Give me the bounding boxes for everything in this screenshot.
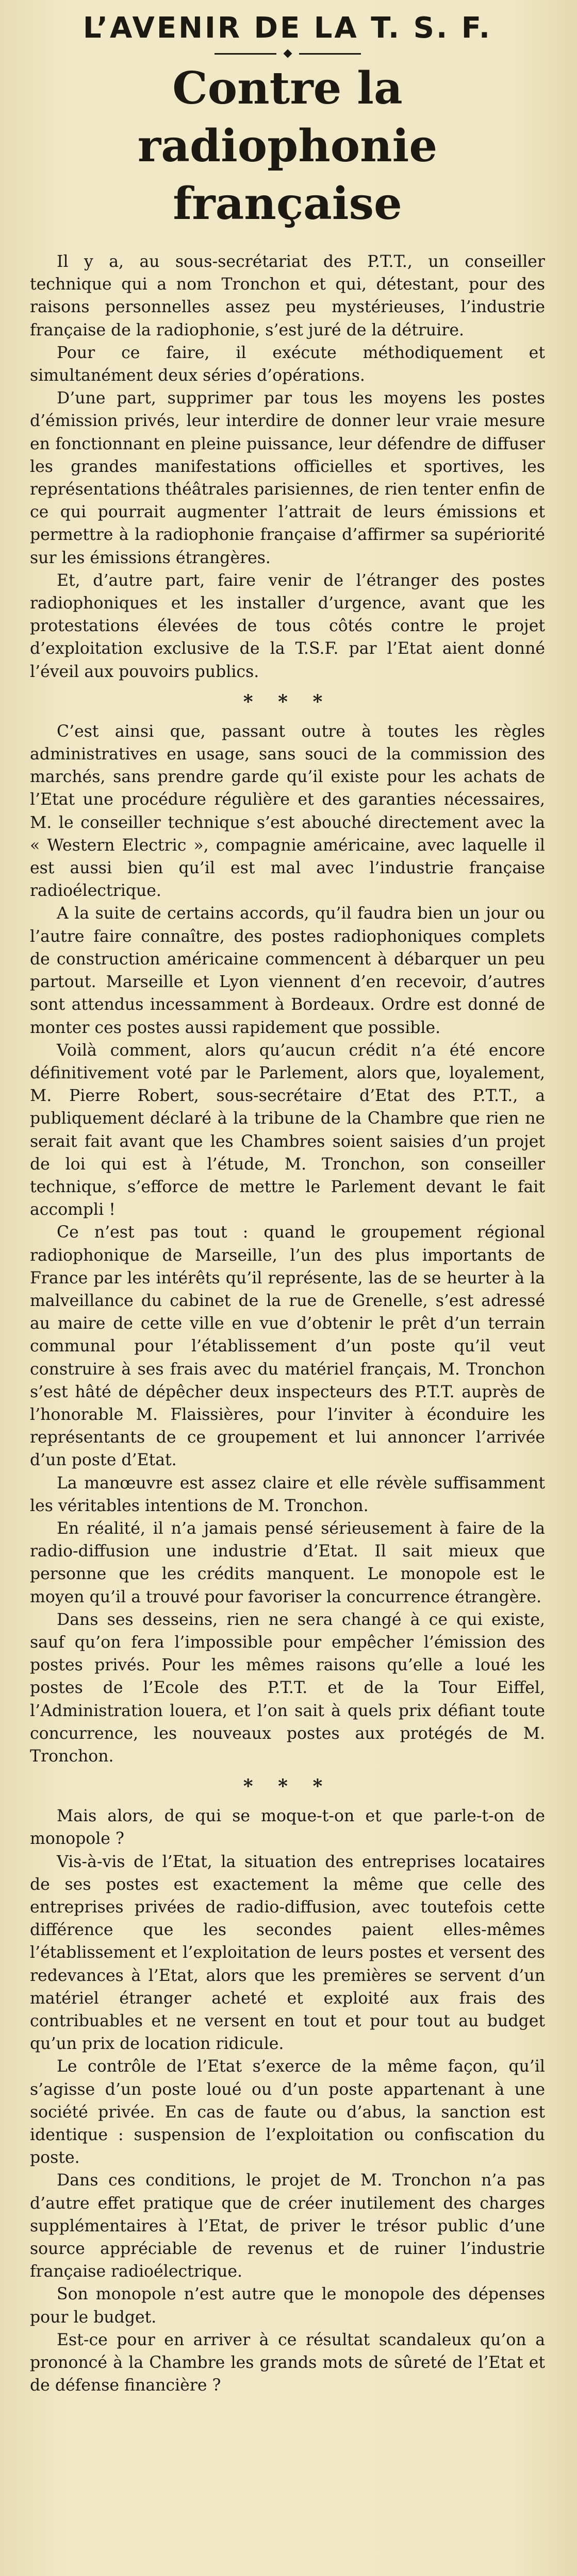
- paragraph: Le contrôle de l’Etat s’exerce de la même façon, qu’il s’agisse d’un poste loué ou d’un poste appartenant à une société privée. En cas de faute ou d’abus, la sanction est identique : suspension de l’exploitation ou confiscation du poste.: [30, 2057, 545, 2167]
- section-separator: * * *: [243, 1775, 332, 1798]
- article-body: [30, 250, 545, 2397]
- paragraph: Il y a, au sous-secrétariat des P.T.T., un conseiller technique qui a nom Tronchon et qui, détestant, pour des raisons personnelles assez peu mystérieuses, l’industrie française de la radiophonie, s’est juré de la détruire.: [30, 252, 545, 340]
- ornamental-rule: [30, 50, 545, 57]
- paragraph: D’une part, supprimer par tous les moyens les postes d’émission privés, leur interdire de donner leur vraie mesure en fonctionnant en pleine puissance, leur défendre de diffuser les grandes manifestations officielles et sportives, les représentations théâtrales parisiennes, de rien tenter enfin de ce qui pourrait augmenter l’attrait de leurs émissions et permettre à la radiophonie française d’affirmer sa supériorité sur les émissions étrangères.: [30, 389, 545, 567]
- rule-line-right: [299, 53, 361, 55]
- article-headline: [30, 60, 545, 233]
- headline-line-1: Contre la radiophonie: [137, 62, 438, 172]
- rule-ornament: [283, 49, 292, 58]
- paragraph: En réalité, il n’a jamais pensé sérieusement à faire de la radio-diffusion une industrie d’Etat. Il sait mieux que personne que les crédits manquent. Le monopole est le moyen qu’il a trouvé pour favoriser la concurrence étrangère.: [30, 1519, 545, 1606]
- paragraph: Ce n’est pas tout : quand le groupement régional radiophonique de Marseille, l’un des plus importants de France par les intérêts qu’il représente, las de se heurter à la malveillance du cabinet de la rue de Grenelle, s’est adressé au maire de cette ville en vue d’obtenir le prêt d’un terrain communal pour l’établissement d’un poste qu’il veut construire à ses frais avec du matériel français, M. Tronchon s’est hâté de dépêcher deux inspecteurs des P.T.T. auprès de l’honorable M. Flaissières, pour l’inviter à éconduire les représentants de ce groupement et lui annoncer l’arrivée d’un poste d’Etat.: [30, 1223, 545, 1470]
- section-rubric: L’AVENIR DE LA T. S. F.: [83, 11, 492, 45]
- paragraph: Dans ses desseins, rien ne sera changé à ce qui existe, sauf qu’on fera l’impossible pour empêcher l’émission des postes privés. Pour les mêmes raisons qu’elle a loué les postes de l’Ecole des P.T.T. et de la Tour Eiffel, l’Administration louera, et l’on sait à quels prix défiant toute concurrence, les nouveaux postes aux protégés de M. Tronchon.: [30, 1610, 545, 1766]
- paragraph: Pour ce faire, il exécute méthodiquement et simultanément deux séries d’opérations.: [30, 343, 545, 385]
- headline-line-2: française: [173, 178, 402, 230]
- paragraph: Et, d’autre part, faire venir de l’étranger des postes radiophoniques et les installer d’urgence, avant que les protestations élevées de tous côtés contre le projet d’exploitation exclusive de la T.S.F. par l’Etat aient donné l’éveil aux pouvoirs publics.: [30, 571, 545, 681]
- paragraph: Est-ce pour en arriver à ce résultat scandaleux qu’on a prononcé à la Chambre les grands mots de sûreté de l’Etat et de défense financière ?: [30, 2330, 545, 2395]
- paragraph: Dans ces conditions, le projet de M. Tronchon n’a pas d’autre effet pratique que de créer inutilement des charges supplémentaires à l’Etat, de priver le trésor public d’une source appréciable de revenus et de ruiner l’industrie française radioélectrique.: [30, 2171, 545, 2281]
- paragraph: Voilà comment, alors qu’aucun crédit n’a été encore définitivement voté par le Parlement, alors que, loyalement, M. Pierre Robert, sous-secrétaire d’Etat des P.T.T., a publiquement déclaré à la tribune de la Chambre que rien ne serait fait avant que les Chambres soient saisies d’un projet de loi qui est à l’étude, M. Tronchon, son conseiller technique, s’efforce de mettre le Parlement devant le fait accompli !: [30, 1041, 545, 1219]
- paragraph: Son monopole n’est autre que le monopole des dépenses pour le budget.: [30, 2285, 545, 2327]
- paragraph: A la suite de certains accords, qu’il faudra bien un jour ou l’autre faire connaître, des postes radiophoniques complets de construction américaine commencent à débarquer un peu partout. Marseille et Lyon viennent d’en recevoir, d’autres sont attendus incessamment à Bordeaux. Ordre est donné de monter ces postes aussi rapidement que possible.: [30, 904, 545, 1037]
- paragraph: C’est ainsi que, passant outre à toutes les règles administratives en usage, sans souci de la commission des marchés, sans prendre garde qu’il existe pour les achats de l’Etat une procédure régulière et des garanties nécessaires, M. le conseiller technique s’est abouché directement avec la « Western Electric », compagnie américaine, avec laquelle il est aussi bien qu’il est mal avec l’industrie française radioélectrique.: [30, 722, 545, 901]
- paragraph: Vis-à-vis de l’Etat, la situation des entreprises locataires de ses postes est exactement la même que celle des entreprises privées de radio-diffusion, avec toutefois cette différence que les secondes paient elles-mêmes l’établissement et l’exploitation de leurs postes et versent des redevances à l’Etat, alors que les premières se servent d’un matériel étranger acheté et exploité aux frais des contribuables et ne versent en tout et pour tout au budget qu’un prix de location ridicule.: [30, 1852, 545, 2054]
- paragraph: Mais alors, de qui se moque-t-on et que parle-t-on de monopole ?: [30, 1807, 545, 1849]
- paragraph: La manœuvre est assez claire et elle révèle suffisamment les véritables intentions de M. Tronchon.: [30, 1473, 545, 1515]
- rule-line-left: [215, 53, 276, 55]
- section-separator: * * *: [243, 690, 332, 713]
